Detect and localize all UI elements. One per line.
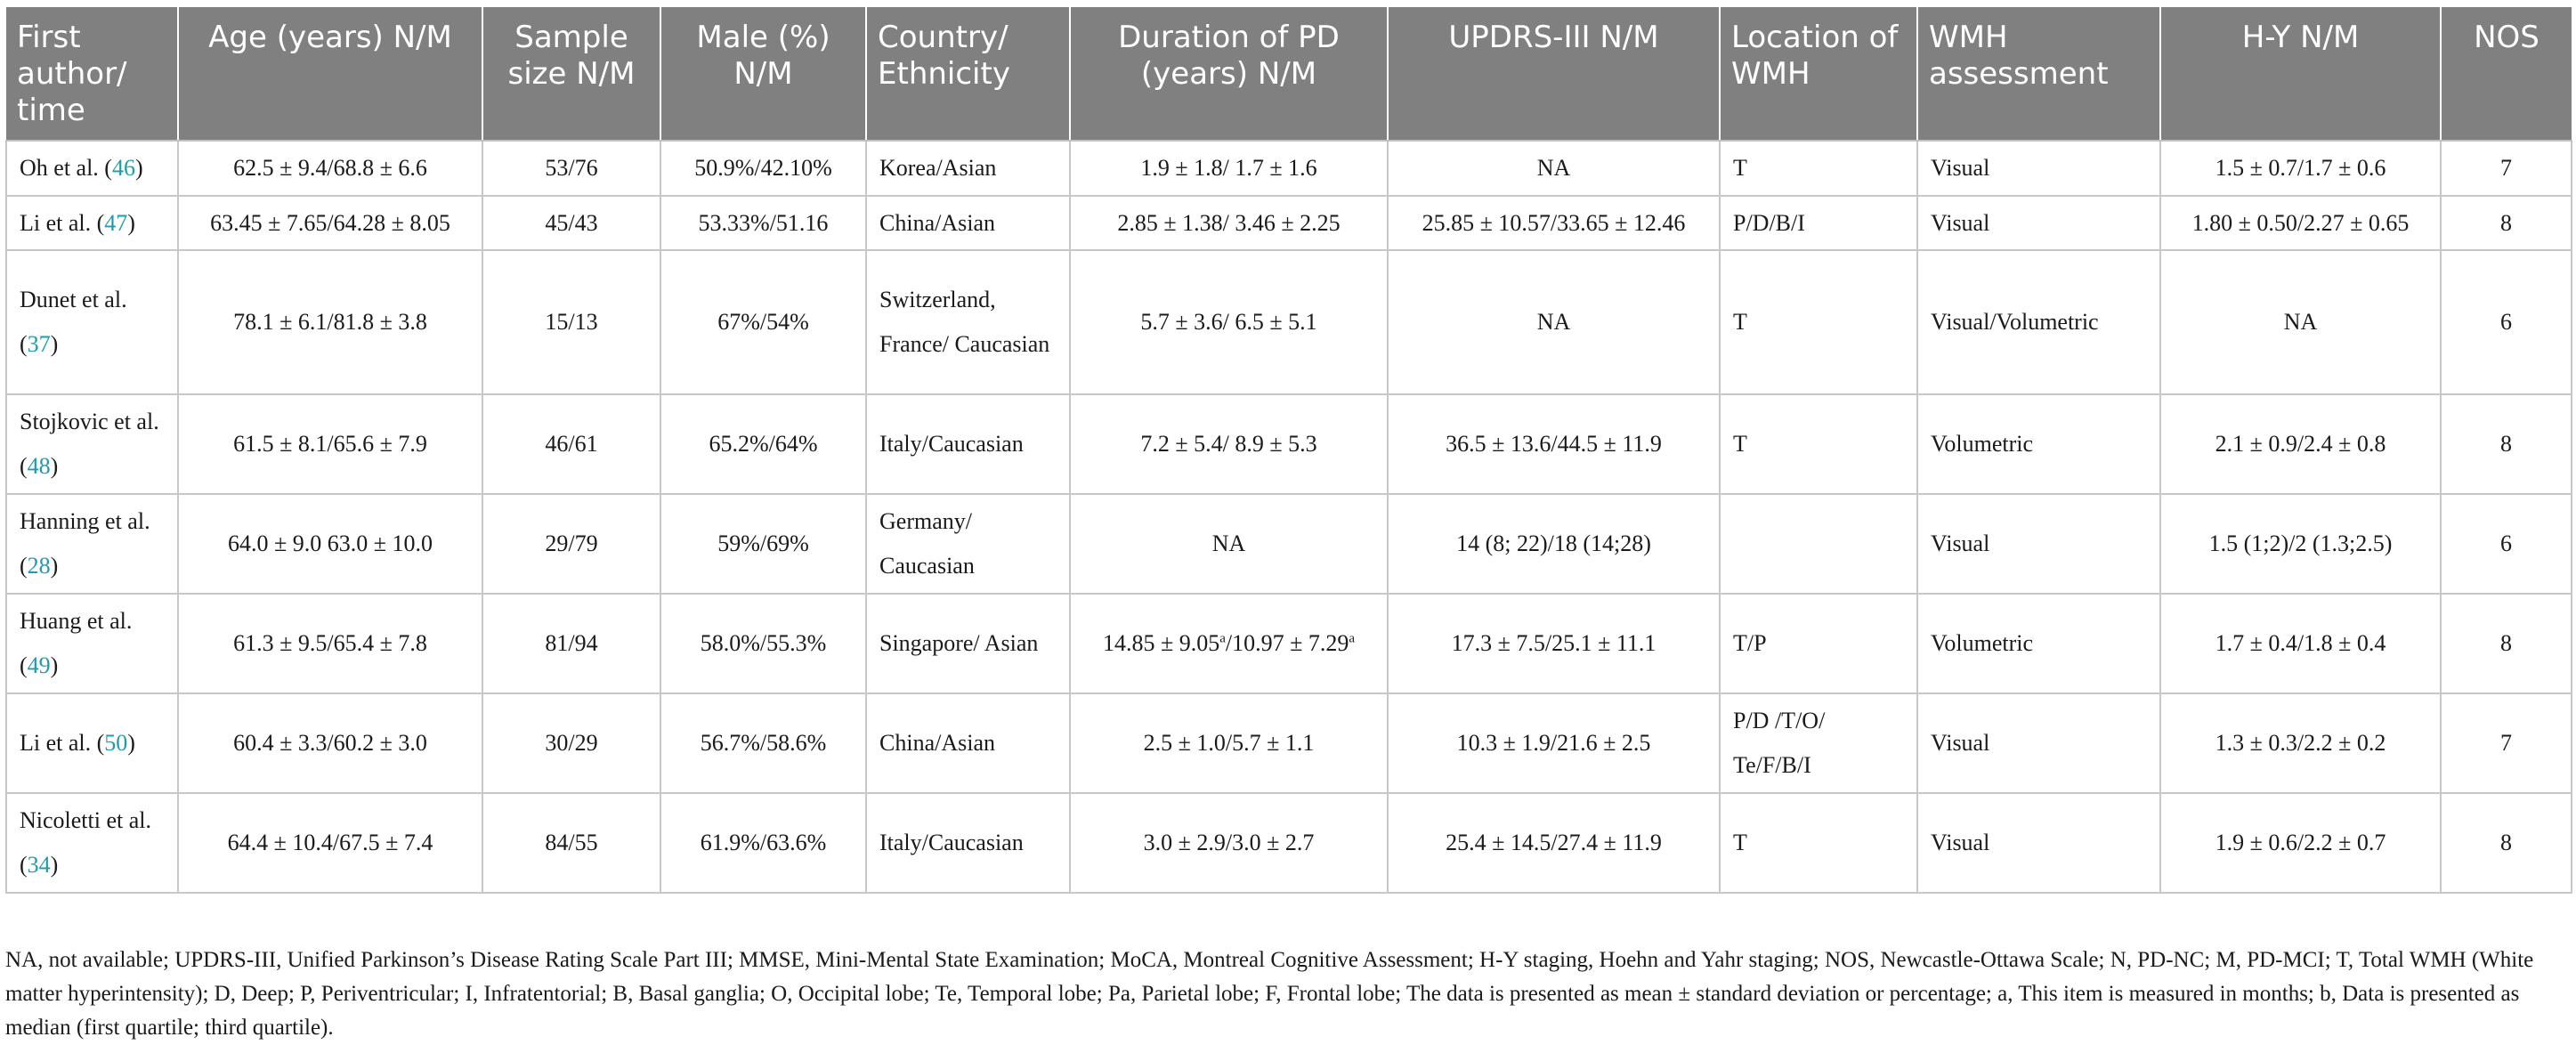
country-cell: Korea/Asian	[866, 141, 1070, 196]
sample-cell: 84/55	[482, 793, 660, 893]
male-cell: 56.7%/58.6%	[660, 693, 866, 793]
header-country: Country/ Ethnicity	[866, 7, 1070, 141]
author-text-end: )	[50, 852, 59, 878]
duration-cell: 2.5 ± 1.0/5.7 ± 1.1	[1070, 693, 1388, 793]
months-marker: a	[1349, 631, 1356, 646]
location-cell: T	[1720, 793, 1917, 893]
header-nos: NOS	[2441, 7, 2572, 141]
assessment-cell: Visual	[1917, 793, 2160, 893]
nos-cell: 7	[2441, 693, 2572, 793]
nos-cell: 7	[2441, 141, 2572, 196]
header-hy: H-Y N/M	[2160, 7, 2441, 141]
age-cell: 60.4 ± 3.3/60.2 ± 3.0	[178, 693, 482, 793]
hy-cell: 1.7 ± 0.4/1.8 ± 0.4	[2160, 594, 2441, 693]
author-text: Li et al. (	[20, 209, 105, 236]
nos-cell: 8	[2441, 394, 2572, 494]
assessment-cell: Visual	[1917, 141, 2160, 196]
updrs-cell: 14 (8; 22)/18 (14;28)	[1388, 494, 1720, 594]
assessment-cell: Visual	[1917, 196, 2160, 250]
age-cell: 64.0 ± 9.0 63.0 ± 10.0	[178, 494, 482, 594]
country-cell: Singapore/ Asian	[866, 594, 1070, 693]
author-cell	[6, 594, 178, 693]
hy-cell: 1.5 ± 0.7/1.7 ± 0.6	[2160, 141, 2441, 196]
table-row	[6, 494, 2572, 594]
author-cell	[6, 793, 178, 893]
reference-link[interactable]: 47	[104, 209, 128, 236]
nos-cell: 8	[2441, 594, 2572, 693]
table-container	[5, 7, 2571, 894]
sample-cell: 29/79	[482, 494, 660, 594]
sample-cell: 81/94	[482, 594, 660, 693]
duration-cell: NA	[1070, 494, 1388, 594]
location-cell	[1720, 494, 1917, 594]
duration-cell: 5.7 ± 3.6/ 6.5 ± 5.1	[1070, 250, 1388, 394]
author-text-end: )	[134, 155, 143, 181]
hy-cell: 1.80 ± 0.50/2.27 ± 0.65	[2160, 196, 2441, 250]
header-age: Age (years) N/M	[178, 7, 482, 141]
country-cell: Italy/Caucasian	[866, 793, 1070, 893]
header-updrs: UPDRS-III N/M	[1388, 7, 1720, 141]
data-table	[5, 7, 2572, 894]
assessment-cell: Visual/Volumetric	[1917, 250, 2160, 394]
assessment-cell: Volumetric	[1917, 394, 2160, 494]
duration-cell: 2.85 ± 1.38/ 3.46 ± 2.25	[1070, 196, 1388, 250]
country-cell: China/Asian	[866, 196, 1070, 250]
male-cell: 61.9%/63.6%	[660, 793, 866, 893]
author-text: Nicoletti et al. (	[20, 807, 152, 878]
updrs-cell: 25.85 ± 10.57/33.65 ± 12.46	[1388, 196, 1720, 250]
author-text: Huang et al. (	[20, 608, 133, 678]
header-male: Male (%) N/M	[660, 7, 866, 141]
author-cell	[6, 250, 178, 394]
assessment-cell: Visual	[1917, 693, 2160, 793]
country-cell: Italy/Caucasian	[866, 394, 1070, 494]
male-cell: 59%/69%	[660, 494, 866, 594]
duration-cell: 7.2 ± 5.4/ 8.9 ± 5.3	[1070, 394, 1388, 494]
author-text-end: )	[50, 331, 59, 357]
updrs-cell: NA	[1388, 141, 1720, 196]
author-cell	[6, 196, 178, 250]
reference-link[interactable]: 28	[27, 553, 51, 579]
nos-cell: 8	[2441, 793, 2572, 893]
location-cell: T/P	[1720, 594, 1917, 693]
male-cell: 67%/54%	[660, 250, 866, 394]
header-row	[6, 7, 2572, 141]
age-cell: 64.4 ± 10.4/67.5 ± 7.4	[178, 793, 482, 893]
duration-n: 14.85 ± 9.05	[1102, 630, 1220, 656]
duration-m: /10.97 ± 7.29	[1225, 630, 1349, 656]
header-assessment: WMH assessment	[1917, 7, 2160, 141]
author-cell	[6, 394, 178, 494]
assessment-cell: Visual	[1917, 494, 2160, 594]
author-cell	[6, 494, 178, 594]
table-row	[6, 394, 2572, 494]
age-cell: 61.5 ± 8.1/65.6 ± 7.9	[178, 394, 482, 494]
hy-cell: 1.9 ± 0.6/2.2 ± 0.7	[2160, 793, 2441, 893]
location-cell: T	[1720, 141, 1917, 196]
age-cell: 62.5 ± 9.4/68.8 ± 6.6	[178, 141, 482, 196]
updrs-cell: NA	[1388, 250, 1720, 394]
country-cell: China/Asian	[866, 693, 1070, 793]
sample-cell: 15/13	[482, 250, 660, 394]
country-cell: Germany/ Caucasian	[866, 494, 1070, 594]
author-cell	[6, 141, 178, 196]
male-cell: 53.33%/51.16	[660, 196, 866, 250]
duration-cell: 1.9 ± 1.8/ 1.7 ± 1.6	[1070, 141, 1388, 196]
location-cell: T	[1720, 394, 1917, 494]
nos-cell: 8	[2441, 196, 2572, 250]
author-text: Hanning et al. (	[20, 508, 150, 579]
author-text-end: )	[50, 553, 59, 579]
reference-link[interactable]: 50	[104, 730, 128, 756]
assessment-cell: Volumetric	[1917, 594, 2160, 693]
table-row	[6, 594, 2572, 693]
nos-cell: 6	[2441, 494, 2572, 594]
hy-cell: 1.3 ± 0.3/2.2 ± 0.2	[2160, 693, 2441, 793]
table-row	[6, 693, 2572, 793]
nos-cell: 6	[2441, 250, 2572, 394]
age-cell: 63.45 ± 7.65/64.28 ± 8.05	[178, 196, 482, 250]
male-cell: 50.9%/42.10%	[660, 141, 866, 196]
author-text: Stojkovic et al. (	[20, 409, 159, 479]
header-duration: Duration of PD (years) N/M	[1070, 7, 1388, 141]
author-text-end: )	[127, 730, 135, 756]
sample-cell: 53/76	[482, 141, 660, 196]
male-cell: 58.0%/55.3%	[660, 594, 866, 693]
location-cell: T	[1720, 250, 1917, 394]
table-row	[6, 196, 2572, 250]
updrs-cell: 10.3 ± 1.9/21.6 ± 2.5	[1388, 693, 1720, 793]
sample-cell: 46/61	[482, 394, 660, 494]
author-text: Li et al. (	[20, 730, 105, 756]
months-marker: a	[1219, 631, 1226, 646]
reference-link[interactable]: 48	[27, 453, 51, 479]
reference-link[interactable]: 46	[111, 155, 135, 181]
reference-link[interactable]: 34	[27, 852, 51, 878]
male-cell: 65.2%/64%	[660, 394, 866, 494]
country-cell: Switzerland, France/ Caucasian	[866, 250, 1070, 394]
sample-cell: 30/29	[482, 693, 660, 793]
sample-cell: 45/43	[482, 196, 660, 250]
header-sample-size: Sample size N/M	[482, 7, 660, 141]
author-text: Oh et al. (	[20, 155, 112, 181]
age-cell: 78.1 ± 6.1/81.8 ± 3.8	[178, 250, 482, 394]
author-text-end: )	[50, 453, 59, 479]
updrs-cell: 17.3 ± 7.5/25.1 ± 11.1	[1388, 594, 1720, 693]
age-cell: 61.3 ± 9.5/65.4 ± 7.8	[178, 594, 482, 693]
header-author: First author/ time	[6, 7, 178, 141]
author-cell	[6, 693, 178, 793]
hy-cell: 2.1 ± 0.9/2.4 ± 0.8	[2160, 394, 2441, 494]
hy-cell: NA	[2160, 250, 2441, 394]
hy-cell: 1.5 (1;2)/2 (1.3;2.5)	[2160, 494, 2441, 594]
table-footnote: NA, not available; UPDRS-III, Unified Parkinson’s Disease Rating Scale Part III; MMSE, Mini-Mental State Examination; MoCA, Montreal Cognitive Assessment; H-Y staging, Hoehn and Yahr staging; NOS, Newcastle-Ottawa Scale; N, PD-NC; M, PD-MCI; T, Total WMH (White matter hyperintensity); D, Deep; P, Periventricular; I, Infratentorial; B, Basal ganglia; O, Occipital lobe; Te, Temporal lobe; Pa, Parietal lobe; F, Frontal lobe; The data is presented as mean ± standard deviation or percentage; a, This item is measured in months; b, Data is presented as median (first quartile; third quartile).	[5, 948, 2534, 1040]
updrs-cell: 36.5 ± 13.6/44.5 ± 11.9	[1388, 394, 1720, 494]
duration-cell	[1070, 594, 1388, 693]
reference-link[interactable]: 37	[27, 331, 51, 357]
duration-cell: 3.0 ± 2.9/3.0 ± 2.7	[1070, 793, 1388, 893]
reference-link[interactable]: 49	[27, 652, 51, 678]
table-row	[6, 141, 2572, 196]
table-row	[6, 250, 2572, 394]
table-row	[6, 793, 2572, 893]
author-text-end: )	[50, 652, 59, 678]
location-cell: P/D /T/O/ Te/F/B/I	[1720, 693, 1917, 793]
updrs-cell: 25.4 ± 14.5/27.4 ± 11.9	[1388, 793, 1720, 893]
location-cell: P/D/B/I	[1720, 196, 1917, 250]
header-location: Location of WMH	[1720, 7, 1917, 141]
author-text: Dunet et al. (	[20, 287, 127, 357]
author-text-end: )	[127, 209, 135, 236]
